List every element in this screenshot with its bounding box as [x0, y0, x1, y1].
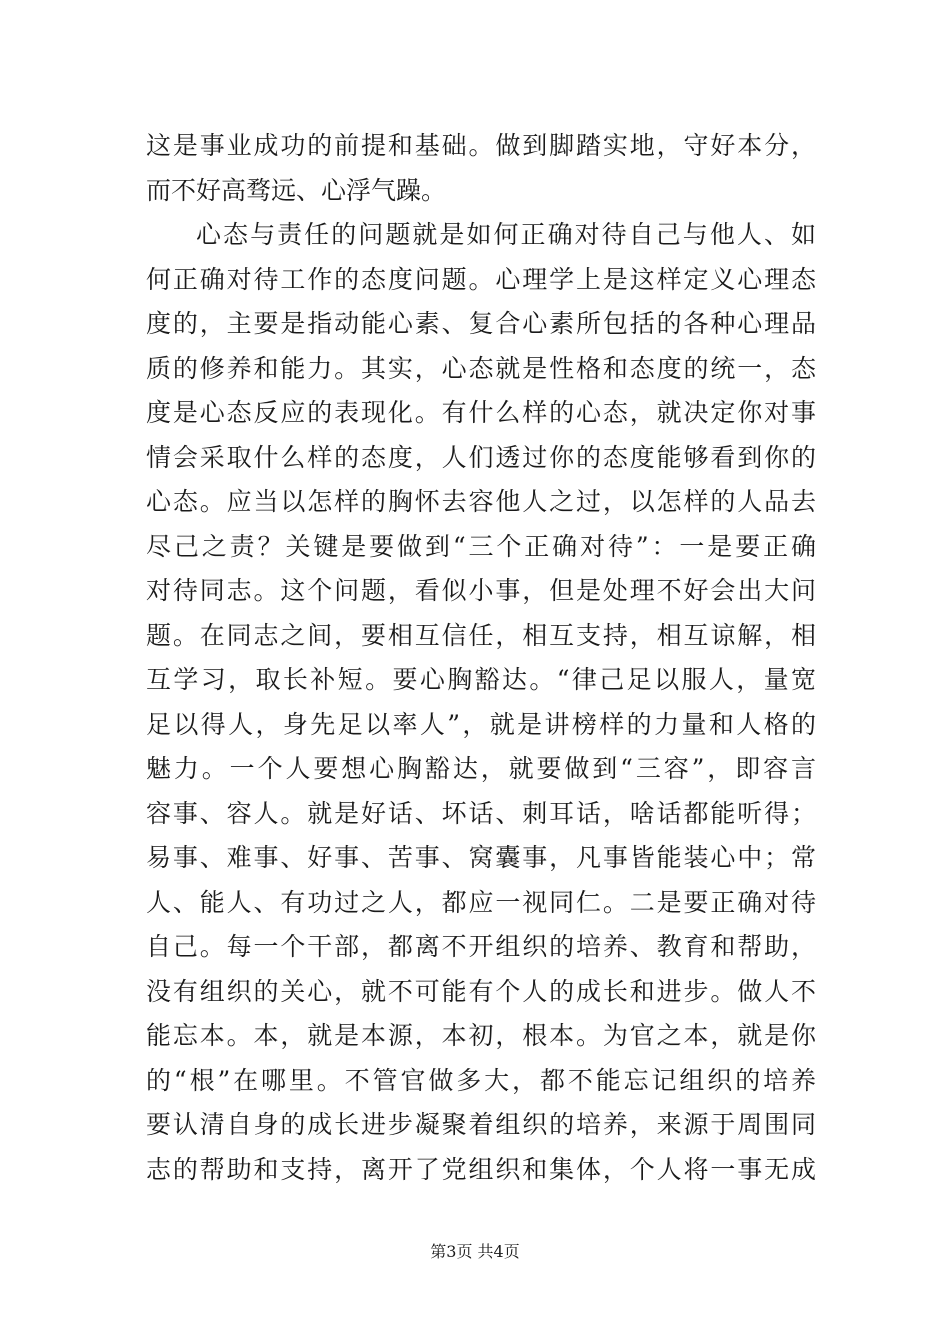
text-line: 足以得人，身先足以率人”，就是讲榜样的力量和人格的	[146, 709, 816, 739]
body-text	[146, 124, 816, 1192]
text-line: 而不好高骛远、心浮气躁。	[146, 175, 447, 205]
text-line: 容事、容人。就是好话、坏话、刺耳话，啥话都能听得；	[146, 798, 816, 828]
text-line: 志的帮助和支持，离开了党组织和集体，个人将一事无成	[146, 1154, 816, 1184]
text-line: 尽己之责？关键是要做到“三个正确对待”：一是要正确	[146, 531, 816, 561]
text-line: 能忘本。本，就是本源，本初，根本。为官之本，就是你	[146, 1021, 816, 1050]
text-line: 心态与责任的问题就是如何正确对待自己与他人、如	[196, 220, 816, 249]
text-line: 何正确对待工作的态度问题。心理学上是这样定义心理态	[146, 264, 816, 294]
text-line: 魅力。一个人要想心胸豁达，就要做到“三容”，即容言	[146, 754, 816, 783]
text-line: 情会采取什么样的态度，人们透过你的态度能够看到你的	[146, 442, 816, 472]
text-line: 人、能人、有功过之人，都应一视同仁。二是要正确对待	[146, 887, 816, 917]
text-line: 互学习，取长补短。要心胸豁达。“律己足以服人，量宽	[146, 665, 816, 694]
text-line: 度是心态反应的表现化。有什么样的心态，就决定你对事	[146, 398, 816, 427]
text-line: 题。在同志之间，要相互信任，相互支持，相互谅解，相	[146, 620, 816, 650]
text-line: 的“根”在哪里。不管官做多大，都不能忘记组织的培养	[146, 1065, 816, 1095]
text-line: 没有组织的关心，就不可能有个人的成长和进步。做人不	[146, 976, 816, 1006]
text-line: 这是事业成功的前提和基础。做到脚踏实地，守好本分，	[146, 131, 816, 160]
text-line: 要认清自身的成长进步凝聚着组织的培养，来源于周围同	[146, 1110, 816, 1139]
text-line: 自己。每一个干部，都离不开组织的培养、教育和帮助，	[146, 932, 816, 961]
text-line: 质的修养和能力。其实，心态就是性格和态度的统一，态	[146, 353, 816, 383]
text-line: 心态。应当以怎样的胸怀去容他人之过，以怎样的人品去	[146, 487, 816, 516]
page-number: 第3页 共4页	[430, 1242, 520, 1261]
text-line: 度的，主要是指动能心素、复合心素所包括的各种心理品	[146, 309, 816, 338]
text-line: 易事、难事、好事、苦事、窝囊事，凡事皆能装心中；常	[146, 843, 816, 872]
text-line: 对待同志。这个问题，看似小事，但是处理不好会出大问	[146, 576, 816, 605]
